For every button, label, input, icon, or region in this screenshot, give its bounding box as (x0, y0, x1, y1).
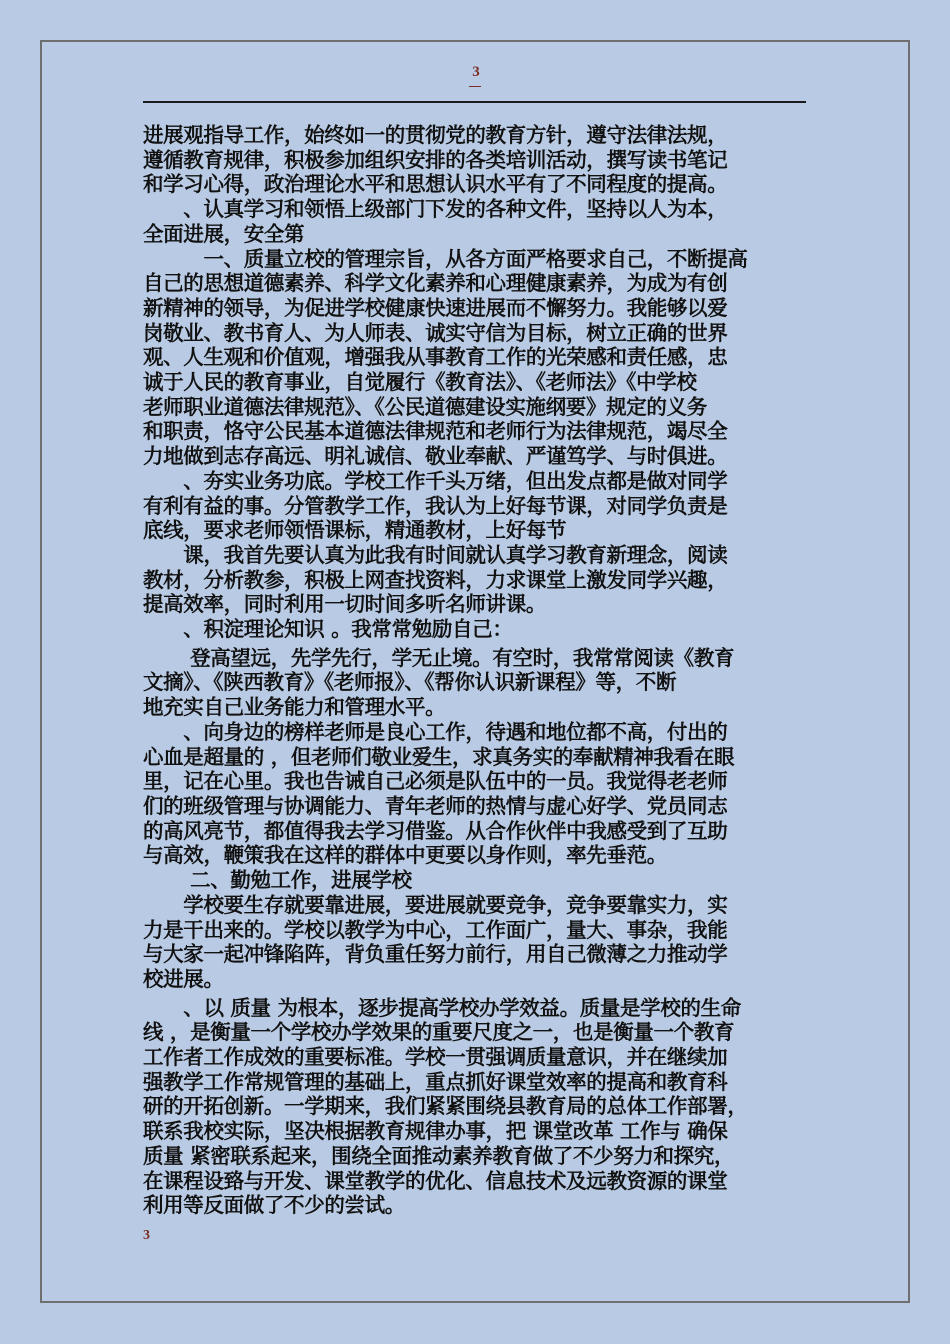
text-line: 校进展。 (143, 966, 224, 991)
text-line: 力是干出来的。学校以教学为中心，工作面广，量大、事杂，我能 (143, 917, 728, 942)
text-line: 老师职业道德法律规范》、《公民道德建设实施纲要》规定的义务 (143, 394, 707, 419)
text-line: 提高效率，同时利用一切时间多听名师讲课。 (143, 592, 546, 617)
text-line: 二、勤勉工作，进展学校 (143, 868, 412, 893)
header-number-underline (469, 86, 481, 87)
text-line: 课，我首先要认真为此我有时间就认真学习教育新理念，阅读 (143, 542, 728, 567)
text-line: 全面进展，安全第 (143, 221, 305, 246)
text-line: 利用等反面做了不少的尝试。 (143, 1193, 405, 1218)
text-line: 遵循教育规律，积极参加组织安排的各类培训活动，撰写读书笔记 (143, 147, 728, 172)
text-line: 强教学工作常规管理的基础上，重点抓好课堂效率的提高和教育科 (143, 1069, 728, 1094)
text-line: 一、质量立校的管理宗旨，从各方面严格要求自己，不断提高 (143, 246, 748, 271)
text-line: 联系我校实际，坚决根据教育规律办事，把 课堂改革 工作与 确保 (143, 1119, 728, 1144)
text-line: 质量 紧密联系起来，围绕全面推动素养教育做了不少努力和探究， (143, 1143, 735, 1168)
text-line: 、认真学习和领悟上级部门下发的各种文件，坚持以人为本， (143, 197, 728, 222)
text-line: 和职责，恪守公民基本道德法律规范和老师行为法律规范，竭尽全 (143, 419, 728, 444)
text-line: 在课程设臵与开发、课堂教学的优化、信息技术及远教资源的课堂 (143, 1168, 728, 1193)
header-rule (143, 101, 806, 103)
text-line: 心血是超量的 ，但老师们敬业爱生，求真务实的奉献精神我看在眼 (143, 744, 735, 769)
text-line: 有利有益的事。分管教学工作，我认为上好每节课，对同学负责是 (143, 493, 728, 518)
text-line: 、夯实业务功底。学校工作千头万绪，但出发点都是做对同学 (143, 468, 728, 493)
text-line: 的高风亮节，都值得我去学习借鉴。从合作伙伴中我感受到了互助 (143, 818, 728, 843)
text-line: 岗敬业、教书育人、为人师表、诚实守信为目标，树立正确的世界 (143, 320, 728, 345)
text-line: 自己的思想道德素养、科学文化素养和心理健康素养，为成为有创 (143, 271, 728, 296)
text-line: 线 ，是衡量一个学校办学效果的重要尺度之一，也是衡量一个教育 (143, 1020, 735, 1045)
text-line: 登高望远，先学先行，学无止境。有空时，我常常阅读《教育 (143, 645, 735, 670)
text-line: 观、人生观和价值观，增强我从事教育工作的光荣感和责任感，忠 (143, 345, 728, 370)
text-line: 力地做到志存高远、明礼诚信、敬业奉献、严谨笃学、与时俱进。 (143, 444, 728, 469)
text-line: 、积淀理论知识 。我常常勉励自己： (143, 617, 513, 642)
text-line: 进展观指导工作，始终如一的贯彻党的教育方针，遵守法律法规， (143, 123, 728, 147)
text-line: 与大家一起冲锋陷阵，背负重任努力前行，用自己微薄之力推动学 (143, 942, 728, 967)
text-line: 新精神的领导，为促进学校健康快速进展而不懈努力。我能够以爱 (143, 295, 728, 320)
header-page-number: 3 (472, 64, 480, 80)
document-body (143, 123, 811, 1218)
text-line: 学校要生存就要靠进展，要进展就要竞争，竞争要靠实力，实 (143, 892, 728, 917)
text-line: 文摘》、《陕西教育》《老师报》、《帮你认识新课程》等，不断 (143, 670, 677, 695)
text-line: 与高效，鞭策我在这样的群体中更要以身作则，率先垂范。 (143, 843, 667, 868)
text-line: 教材，分析教参，积极上网查找资料，力求课堂上激发同学兴趣， (143, 567, 728, 592)
text-line: 和学习心得，政治理论水平和思想认识水平有了不同程度的提高。 (143, 172, 728, 197)
text-line: 们的班级管理与协调能力、青年老师的热情与虚心好学、党员同志 (143, 793, 728, 818)
text-line: 底线，要求老师领悟课标，精通教材，上好每节 (143, 518, 567, 543)
text-line: 、向身边的榜样老师是良心工作，待遇和地位都不高，付出的 (143, 719, 728, 744)
footer-page-number: 3 (143, 1228, 150, 1243)
text-line: 、以 质量 为根本，逐步提高学校办学效益。质量是学校的生命 (143, 995, 741, 1020)
text-line: 地充实自己业务能力和管理水平。 (143, 695, 446, 720)
text-line: 研的开拓创新。一学期来，我们紧紧围绕县教育局的总体工作部署， (143, 1094, 748, 1119)
text-line: 诚于人民的教育事业，自觉履行《教育法》、《老师法》《中学校 (143, 370, 697, 395)
text-line: 里，记在心里。我也告诫自己必须是队伍中的一员。我觉得老老师 (143, 769, 728, 794)
text-line: 工作者工作成效的重要标准。学校一贯强调质量意识，并在继续加 (143, 1045, 728, 1070)
